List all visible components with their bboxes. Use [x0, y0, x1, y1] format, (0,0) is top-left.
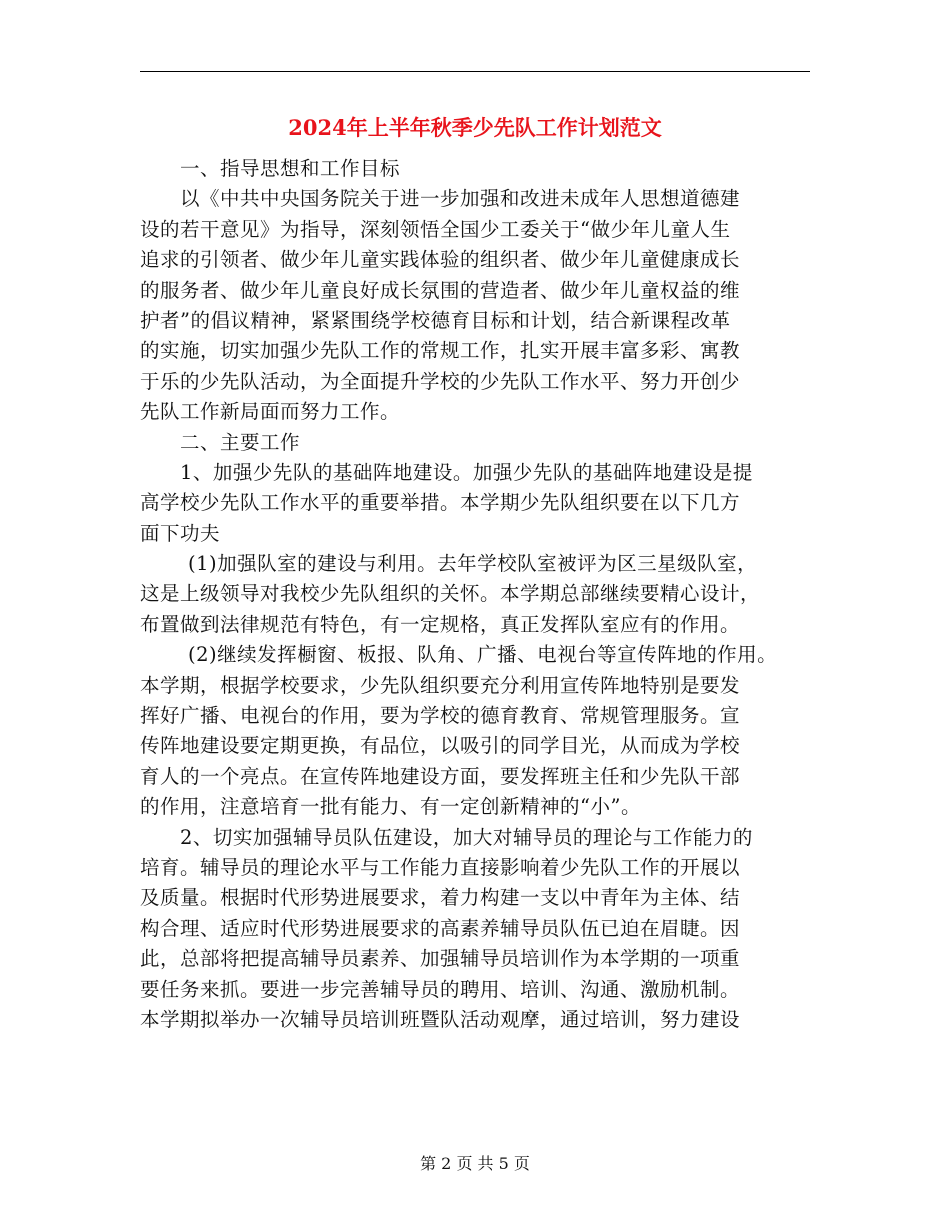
header-rule	[140, 71, 810, 72]
paragraph-line: (2)继续发挥橱窗、板报、队角、广播、电视台等宣传阵地的作用。	[188, 643, 778, 667]
paragraph-line: 先队工作新局面而努力工作。	[140, 400, 401, 424]
paragraph-line: 于乐的少先队活动，为全面提升学校的少先队工作水平、努力开创少	[140, 369, 741, 393]
paragraph-line: 高学校少先队工作水平的重要举措。本学期少先队组织要在以下几方	[140, 491, 741, 515]
paragraph-line: 构合理、适应时代形势进展要求的高素养辅导员队伍已迫在眉睫。因	[140, 916, 741, 940]
paragraph-line: 这是上级领导对我校少先队组织的关怀。本学期总部继续要精心设计，	[140, 582, 761, 606]
paragraph-line: 传阵地建设要定期更换，有品位，以吸引的同学目光，从而成为学校	[140, 734, 741, 758]
paragraph-line: 1、加强少先队的基础阵地建设。加强少先队的基础阵地建设是提	[180, 460, 753, 484]
paragraph-line: 的服务者、做少年儿童良好成长氛围的营造者、做少年儿童权益的维	[140, 278, 741, 302]
paragraph-line: 的实施，切实加强少先队工作的常规工作，扎实开展丰富多彩、寓教	[140, 339, 741, 363]
paragraph-line: 要任务来抓。要进一步完善辅导员的聘用、培训、沟通、激励机制。	[140, 977, 741, 1001]
paragraph-line: 及质量。根据时代形势进展要求，着力构建一支以中青年为主体、结	[140, 886, 741, 910]
paragraph-line: 本学期拟举办一次辅导员培训班暨队活动观摩，通过培训，努力建设	[140, 1007, 741, 1031]
document-body	[140, 154, 810, 1035]
section-heading: 一、指导思想和工作目标	[180, 157, 401, 180]
paragraph-line: 育人的一个亮点。在宣传阵地建设方面，要发挥班主任和少先队干部	[140, 764, 741, 788]
paragraph-line: 本学期，根据学校要求，少先队组织要充分利用宣传阵地特别是要发	[140, 673, 741, 697]
page-number: 第 2 页 共 5 页	[420, 1154, 530, 1173]
document-title: 2024年上半年秋季少先队工作计划范文	[288, 115, 662, 140]
paragraph-line: 挥好广播、电视台的作用，要为学校的德育教育、常规管理服务。宣	[140, 704, 741, 728]
paragraph-line: 布置做到法律规范有特色，有一定规格，真正发挥队室应有的作用。	[140, 612, 741, 636]
paragraph-line: 护者”的倡议精神，紧紧围绕学校德育目标和计划，结合新课程改革	[140, 308, 731, 332]
paragraph-line: 设的若干意见》为指导，深刻领悟全国少工委关于“做少年儿童人生	[140, 217, 731, 241]
paragraph-line: 面下功夫	[140, 521, 221, 545]
paragraph-line: 以《中共中央国务院关于进一步加强和改进未成年人思想道德建	[180, 187, 741, 211]
paragraph-line: (1)加强队室的建设与利用。去年学校队室被评为区三星级队室，	[188, 552, 758, 576]
paragraph-line: 的作用，注意培育一批有能力、有一定创新精神的“小”。	[140, 795, 641, 819]
paragraph-line: 追求的引领者、做少年儿童实践体验的组织者、做少年儿童健康成长	[140, 248, 741, 272]
paragraph-line: 培育。辅导员的理论水平与工作能力直接影响着少先队工作的开展以	[140, 855, 741, 879]
paragraph-line: 此，总部将把提高辅导员素养、加强辅导员培训作为本学期的一项重	[140, 947, 741, 971]
paragraph-line: 2、切实加强辅导员队伍建设，加大对辅导员的理论与工作能力的	[180, 825, 753, 849]
section-heading: 二、主要工作	[180, 430, 301, 454]
